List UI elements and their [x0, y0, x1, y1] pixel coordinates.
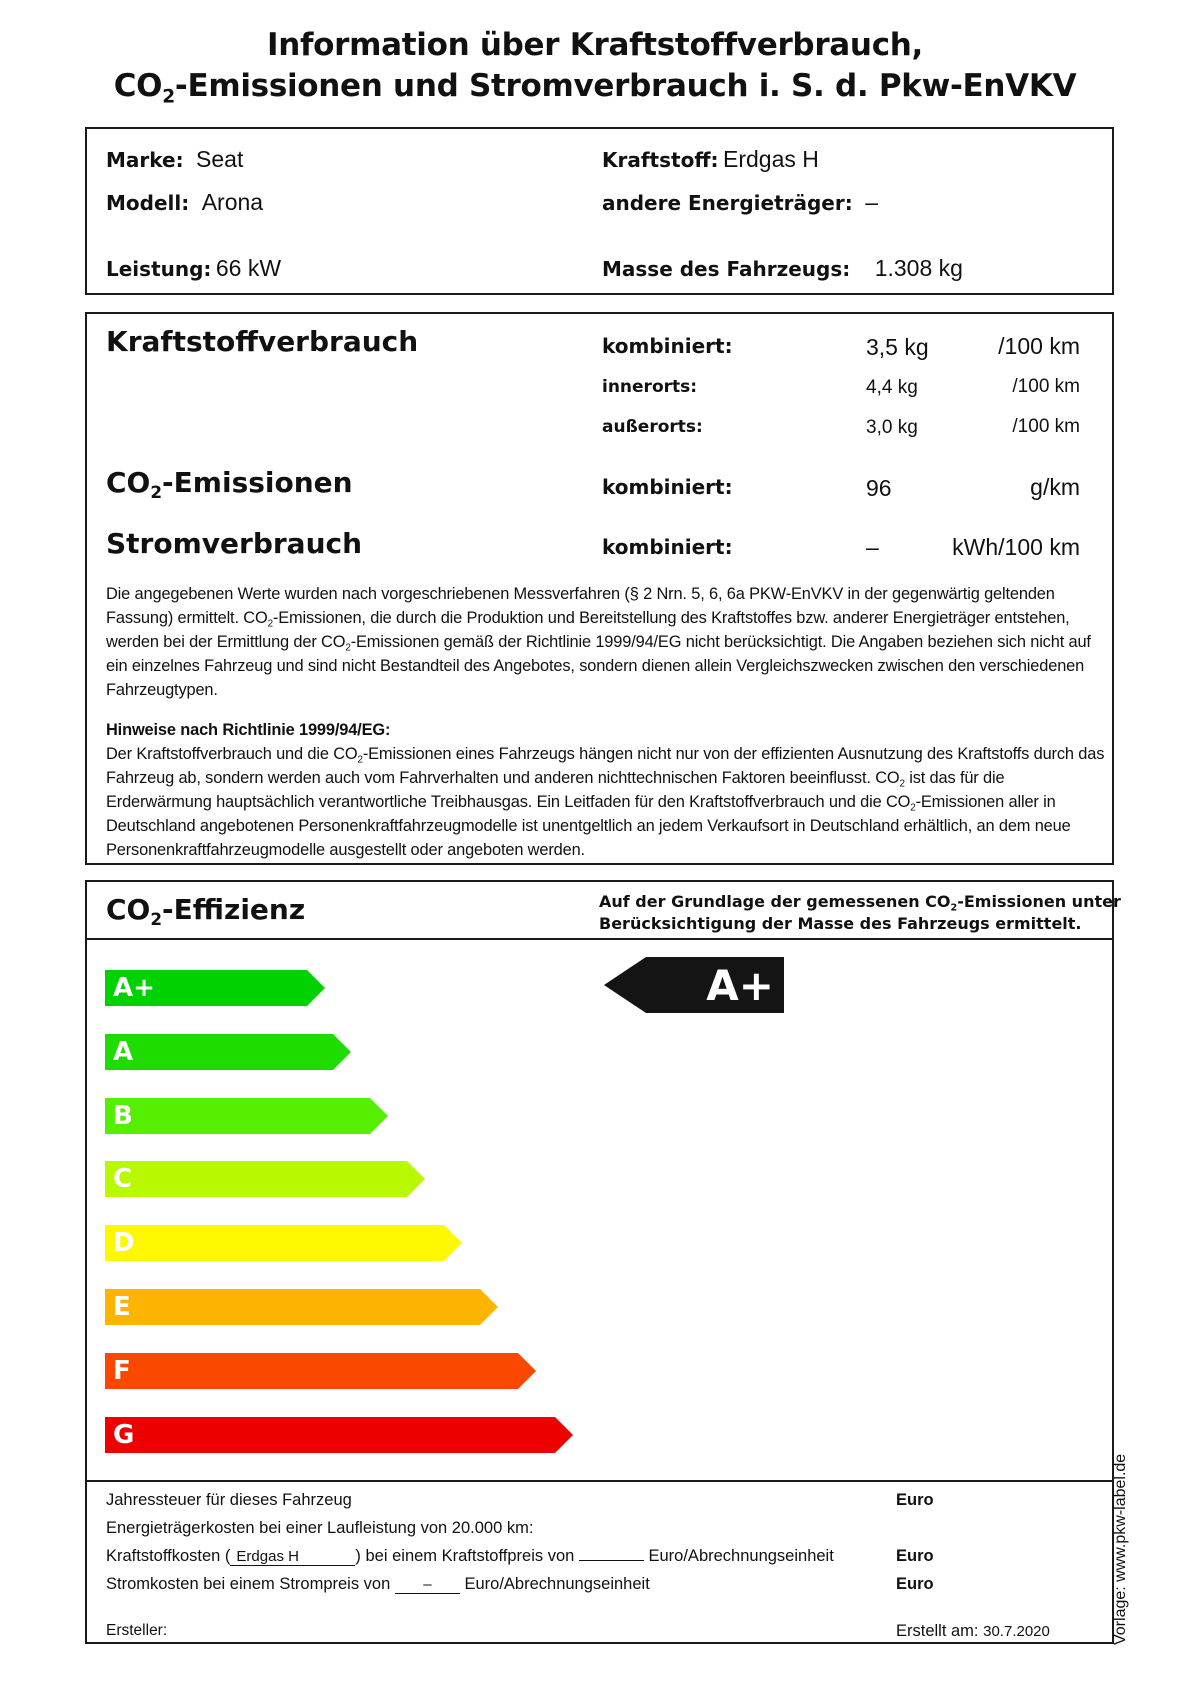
- other-energy-value: –: [865, 189, 878, 215]
- co2-combined-unit: g/km: [1030, 474, 1080, 500]
- power-cost-row: [106, 1575, 650, 1594]
- rating-value: A+: [646, 957, 784, 1013]
- efficiency-subscript: 2: [150, 908, 163, 929]
- created-date: 30.7.2020: [983, 1623, 1050, 1640]
- extra-urban-unit: /100 km: [1012, 416, 1080, 437]
- power-consumption-heading: Stromverbrauch: [106, 527, 363, 560]
- directive-hint: [106, 718, 1106, 862]
- efficiency-class-d: [105, 1225, 462, 1261]
- efficiency-class-a-plus: [105, 970, 325, 1006]
- note-text: -Emissionen, die durch die Produktion und Bereitstellung des Kraftstoffes bzw. anderer Energieträger entstehen, werden bei der Ermittlung der CO: [106, 609, 1070, 651]
- co2-combined-value: 96: [866, 475, 892, 501]
- rating-indicator: [604, 957, 784, 1013]
- combined-value: 3,5 kg: [866, 334, 929, 360]
- extra-urban-value: 3,0 kg: [866, 417, 918, 438]
- fuel-label: Kraftstoff:: [602, 148, 719, 172]
- power-combined-unit: kWh/100 km: [952, 534, 1080, 560]
- extra-urban-label: außerorts:: [602, 417, 703, 437]
- efficiency-note: [599, 891, 1121, 935]
- brand-label: Marke:: [106, 148, 184, 172]
- efficiency-class-g: [105, 1417, 573, 1453]
- annual-tax-unit: Euro: [896, 1491, 934, 1509]
- document-title-line-2: [0, 66, 1190, 106]
- efficiency-class-a: [105, 1034, 351, 1070]
- power-label: Leistung:: [106, 257, 212, 281]
- efficiency-class-label: A+: [105, 970, 307, 1006]
- created-label: Erstellt am:: [896, 1622, 979, 1640]
- hint-text: Der Kraftstoffverbrauch und die CO: [106, 745, 358, 763]
- costs-divider: [85, 1480, 1114, 1482]
- efficiency-class-label: C: [105, 1161, 407, 1197]
- title-rest-text: -Emissionen und Stromverbrauch i. S. d. Pkw-EnVKV: [174, 68, 1077, 104]
- model-label: Modell:: [106, 191, 190, 215]
- hint-text: ist das für die Erderwärmung hauptsächlich verantwortliche Treibhausgas. Ein Leitfaden für den Kraftstoffverbrauch und die CO: [106, 769, 1005, 811]
- created-date-row: [896, 1622, 1050, 1641]
- note-subscript: 2: [267, 618, 273, 630]
- efficiency-note-text: Auf der Grundlage der gemessenen CO: [599, 892, 951, 911]
- efficiency-class-c: [105, 1161, 425, 1197]
- arrow-tip-icon: [555, 1417, 573, 1453]
- fuel-row: [602, 146, 819, 173]
- fuel-value: Erdgas H: [722, 146, 819, 172]
- title-co-text: CO: [113, 68, 163, 104]
- urban-label: innerorts:: [602, 377, 698, 397]
- arrow-tip-icon: [518, 1353, 536, 1389]
- efficiency-class-b: [105, 1098, 388, 1134]
- fuel-cost-prefix: Kraftstoffkosten (: [106, 1547, 231, 1565]
- combined-unit: /100 km: [998, 333, 1080, 359]
- efficiency-class-label: B: [105, 1098, 370, 1134]
- fuel-cost-unit: Euro: [896, 1547, 934, 1565]
- measurement-note: [106, 582, 1106, 702]
- brand-row: [106, 146, 243, 173]
- co2-combined-label: kombiniert:: [602, 475, 733, 499]
- power-value: 66 kW: [215, 255, 282, 281]
- arrow-tip-icon: [444, 1225, 462, 1261]
- fuel-cost-row: [106, 1547, 834, 1566]
- urban-value: 4,4 kg: [866, 377, 918, 398]
- efficiency-note-subscript: 2: [950, 902, 958, 914]
- power-price-field: –: [395, 1577, 460, 1594]
- co2-heading-rest: -Emissionen: [162, 466, 353, 499]
- efficiency-header-divider: [85, 938, 1114, 940]
- model-value: Arona: [201, 189, 264, 215]
- efficiency-class-label: D: [105, 1225, 444, 1261]
- model-row: [106, 189, 263, 216]
- mass-label: Masse des Fahrzeugs:: [602, 257, 851, 281]
- directive-hint-heading: Hinweise nach Richtlinie 1999/94/EG:: [106, 721, 391, 739]
- note-subscript: 2: [345, 642, 351, 654]
- combined-label: kombiniert:: [602, 334, 733, 358]
- annual-tax-label: Jahressteuer für dieses Fahrzeug: [106, 1491, 352, 1509]
- efficiency-class-f: [105, 1353, 536, 1389]
- arrow-tip-icon: [333, 1034, 351, 1070]
- hint-subscript: 2: [899, 778, 905, 790]
- hint-text: -Emissionen aller in Deutschland angebotenen Personenkraftfahrzeugmodelle ist unentgeltlich an jedem Verkaufsort in Deutschland erhältlich, an dem neue Personenkraftfahrzeugmodelle ausgestellt oder angeboten werden.: [106, 793, 1071, 859]
- urban-unit: /100 km: [1012, 376, 1080, 397]
- power-cost-suffix: Euro/Abrechnungseinheit: [464, 1575, 650, 1593]
- title-subscript: 2: [162, 86, 175, 108]
- brand-value: Seat: [196, 146, 244, 172]
- arrow-tip-icon: [407, 1161, 425, 1197]
- power-row: [106, 255, 281, 282]
- fuel-cost-suffix: Euro/Abrechnungseinheit: [648, 1547, 834, 1565]
- efficiency-class-label: E: [105, 1289, 480, 1325]
- hint-text: -Emissionen eines Fahrzeugs hängen nicht nur von der effizienten Ausnutzung des Kraftstoffs durch das Fahrzeug ab, sondern werden auch vom Fahrverhalten und anderen nichttechnischen Faktoren beeinflusst. CO: [106, 745, 1105, 787]
- efficiency-note-text: -Emissionen unter: [957, 892, 1121, 911]
- other-energy-row: [602, 189, 878, 216]
- efficiency-heading: [106, 893, 306, 929]
- hint-subscript: 2: [357, 754, 363, 766]
- mass-value: 1.308 kg: [874, 255, 963, 281]
- template-source-note: Vorlage: www.pkw-label.de: [1112, 1453, 1129, 1645]
- co2-subscript: 2: [150, 481, 163, 502]
- arrow-tip-icon: [480, 1289, 498, 1325]
- document-title-line-1: Information über Kraftstoffverbrauch,: [266, 27, 924, 63]
- efficiency-heading-rest: -Effizienz: [162, 893, 306, 926]
- note-text: Die angegebenen Werte wurden nach vorgeschriebenen Messverfahren (§ 2 Nrn. 5, 6, 6a PKW-EnVKV in der gegenwärtig geltenden Fassung) ermittelt. CO: [106, 585, 1055, 627]
- co2-emissions-heading: [106, 466, 353, 502]
- power-combined-label: kombiniert:: [602, 535, 733, 559]
- fuel-price-field: [579, 1560, 644, 1561]
- energy-cost-label: Energieträgerkosten bei einer Laufleistung von 20.000 km:: [106, 1519, 534, 1537]
- co2-text: CO: [106, 466, 151, 499]
- efficiency-class-label: F: [105, 1353, 518, 1389]
- power-combined-value: –: [866, 534, 879, 560]
- fuel-consumption-heading: Kraftstoffverbrauch: [106, 325, 419, 358]
- mass-row: [602, 255, 963, 282]
- other-energy-label: andere Energieträger:: [602, 191, 853, 215]
- power-cost-unit: Euro: [896, 1575, 934, 1593]
- fuel-cost-middle: ) bei einem Kraftstoffpreis von: [355, 1547, 575, 1565]
- power-cost-prefix: Stromkosten bei einem Strompreis von: [106, 1575, 391, 1593]
- hint-subscript: 2: [910, 802, 916, 814]
- note-text: -Emissionen gemäß der Richtlinie 1999/94/EG nicht berücksichtigt. Die Angaben beziehen sich nicht auf ein einzelnes Fahrzeug und sind nicht Bestandteil des Angebotes, sondern dienen allein Vergleichszwecken zwischen den verschiedenen Fahrzeugtypen.: [106, 633, 1091, 699]
- efficiency-class-label: G: [105, 1417, 555, 1453]
- efficiency-class-e: [105, 1289, 498, 1325]
- creator-label: Ersteller:: [106, 1622, 168, 1639]
- arrow-tip-icon: [370, 1098, 388, 1134]
- efficiency-note-line-2: Berücksichtigung der Masse des Fahrzeugs ermittelt.: [599, 914, 1082, 933]
- arrow-tip-icon: [307, 970, 325, 1006]
- fuel-cost-fuel-field: Erdgas H: [230, 1549, 355, 1566]
- efficiency-class-label: A: [105, 1034, 333, 1070]
- rating-arrow-icon: [604, 957, 646, 1013]
- efficiency-co-text: CO: [106, 893, 151, 926]
